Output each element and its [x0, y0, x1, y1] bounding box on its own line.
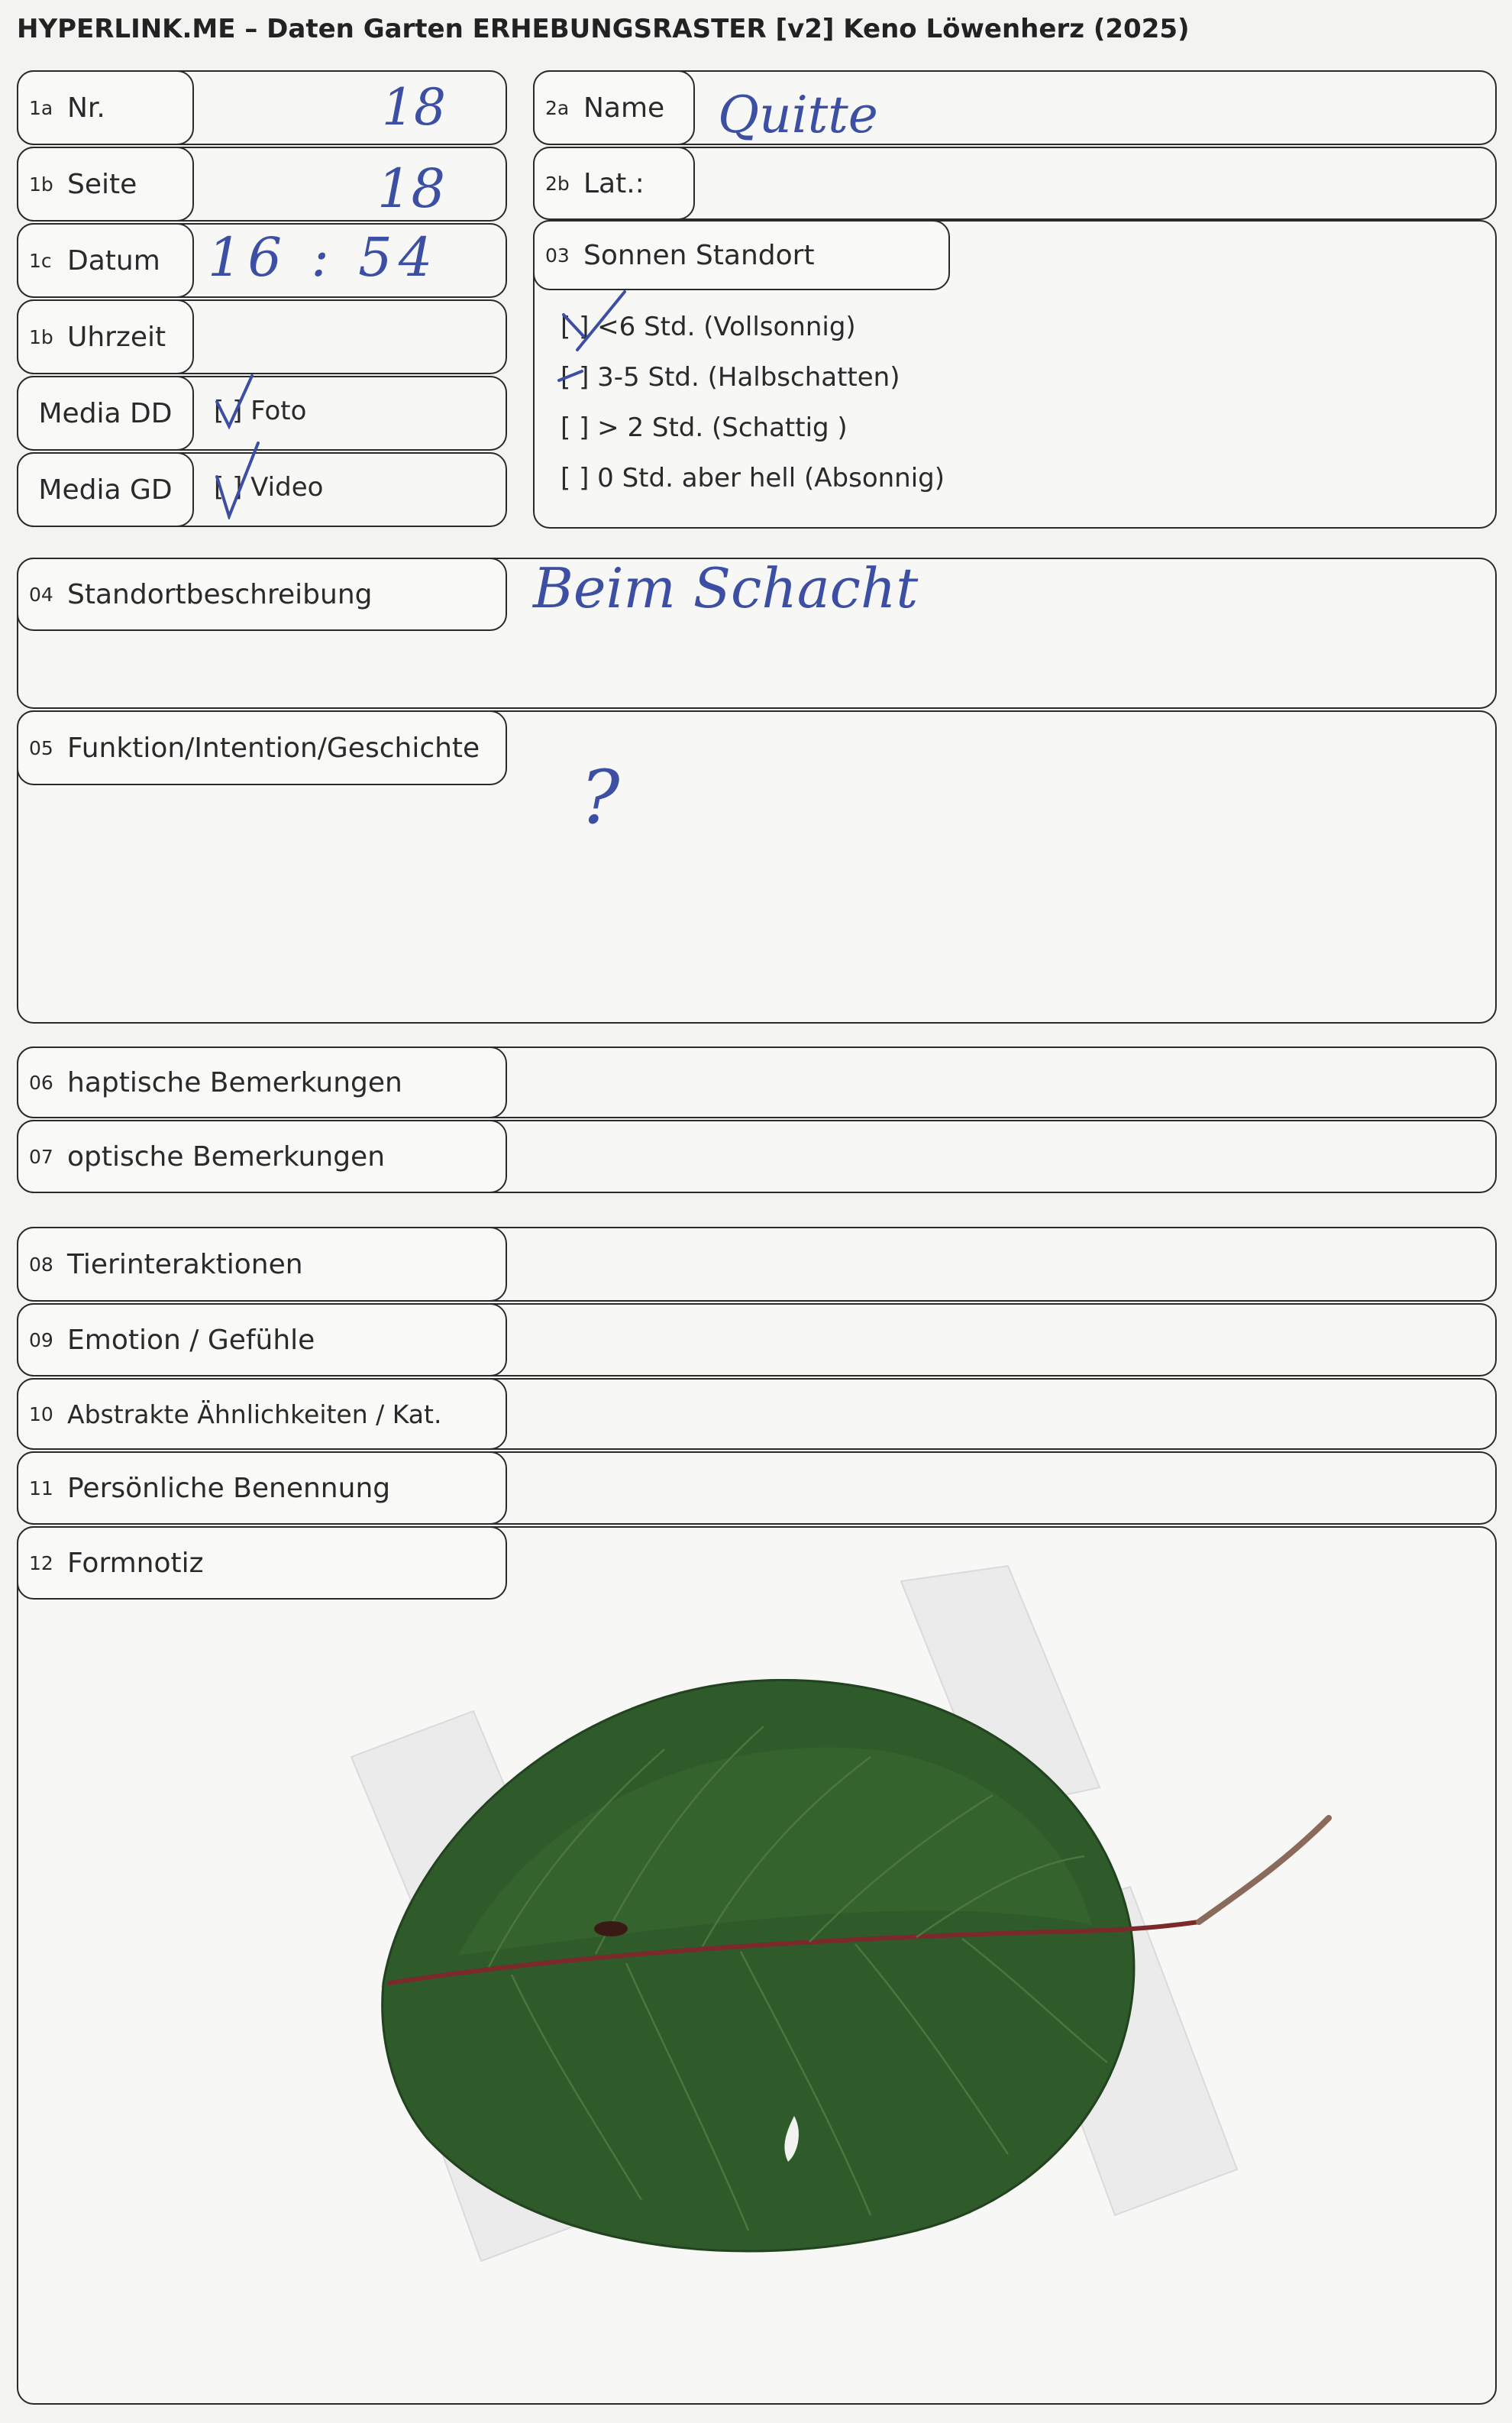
field-label: Media DD [38, 397, 173, 429]
field-number: 1c [29, 249, 52, 272]
field-number: 09 [29, 1328, 53, 1351]
field-number: 08 [29, 1253, 53, 1276]
field-label: Sonnen Standort [583, 239, 815, 271]
section-05-label [17, 710, 507, 785]
option-label: 0 Std. aber hell (Absonnig) [597, 463, 945, 493]
field-number: 2a [545, 96, 570, 119]
field-number: 1b [29, 325, 53, 348]
field-name-value[interactable]: Quitte [718, 86, 878, 144]
checkmark-icon [212, 371, 258, 432]
checkmark-icon [562, 289, 628, 353]
field-number: 1a [29, 96, 53, 119]
section-08-label [17, 1227, 507, 1302]
dash-mark-icon [556, 365, 590, 387]
field-label: Name [583, 92, 665, 124]
field-label: Datum [67, 244, 160, 277]
section-05-value[interactable]: ? [580, 755, 620, 840]
checkbox[interactable]: [ ] [561, 362, 590, 393]
checkbox[interactable]: [ ] [214, 472, 243, 503]
option-label: > 2 Std. (Schattig ) [597, 412, 848, 443]
field-label: optische Bemerkungen [67, 1140, 386, 1173]
checkbox[interactable]: [ ] [561, 312, 590, 342]
field-label: Lat.: [583, 167, 645, 199]
field-seite-label [17, 147, 194, 222]
sun-option-schattig[interactable] [561, 412, 848, 443]
field-datum-value[interactable]: 16 : 54 [208, 226, 439, 289]
field-lat-label [533, 147, 695, 220]
field-number: 04 [29, 583, 53, 606]
field-label: Media GD [38, 474, 173, 506]
field-number: 03 [545, 244, 570, 267]
page-title: HYPERLINK.ME – Daten Garten ERHEBUNGSRASTER [v2] Keno Löwenherz (2025) [17, 14, 1190, 44]
field-number: 05 [29, 736, 53, 759]
field-number: 06 [29, 1071, 53, 1094]
field-nr-label [17, 70, 194, 145]
media-gd-label [17, 452, 194, 527]
section-04-label [17, 558, 507, 631]
field-label: haptische Bemerkungen [67, 1066, 402, 1098]
field-number: 12 [29, 1551, 53, 1574]
field-number: 11 [29, 1477, 53, 1499]
field-label: Funktion/Intention/Geschichte [67, 732, 480, 764]
field-label: Emotion / Gefühle [67, 1324, 315, 1356]
field-label: Persönliche Benennung [67, 1472, 391, 1504]
leaf-specimen-image [336, 1558, 1390, 2322]
field-number: 07 [29, 1145, 53, 1168]
field-label: Formnotiz [67, 1547, 204, 1579]
field-seite-value[interactable]: 18 [377, 157, 446, 220]
field-number: 1b [29, 173, 53, 196]
checkbox[interactable]: [ ] [561, 412, 590, 443]
field-datum-label [17, 223, 194, 298]
field-nr-value[interactable]: 18 [382, 78, 446, 137]
field-label: Standortbeschreibung [67, 578, 373, 610]
option-label: Video [250, 472, 324, 503]
field-label: Seite [67, 168, 137, 200]
field-label: Tierinteraktionen [67, 1248, 303, 1280]
field-label: Uhrzeit [67, 321, 166, 353]
media-dd-label [17, 376, 194, 451]
section-10-label [17, 1378, 507, 1450]
section-09-label [17, 1303, 507, 1376]
checkmark-icon [211, 440, 264, 519]
section-04-value[interactable]: Beim Schacht [533, 556, 919, 620]
option-label: Foto [250, 396, 307, 426]
field-label: Abstrakte Ähnlichkeiten / Kat. [67, 1399, 442, 1429]
section-06-label [17, 1047, 507, 1118]
section-07-label [17, 1120, 507, 1193]
field-number: 2b [545, 172, 570, 195]
sun-option-absonnig[interactable] [561, 463, 945, 493]
field-name-label [533, 70, 695, 145]
sun-option-halbschatten[interactable] [561, 362, 900, 393]
leaf-stem [1199, 1818, 1329, 1922]
option-label: <6 Std. (Vollsonnig) [597, 312, 856, 342]
field-label: Nr. [67, 92, 105, 124]
field-uhrzeit-label [17, 299, 194, 374]
section-11-label [17, 1451, 507, 1525]
checkbox[interactable]: [ ] [561, 463, 590, 493]
sun-section-label [533, 220, 950, 290]
checkbox[interactable]: [ ] [214, 396, 243, 426]
option-label: 3-5 Std. (Halbschatten) [597, 362, 900, 393]
field-number: 10 [29, 1402, 53, 1425]
